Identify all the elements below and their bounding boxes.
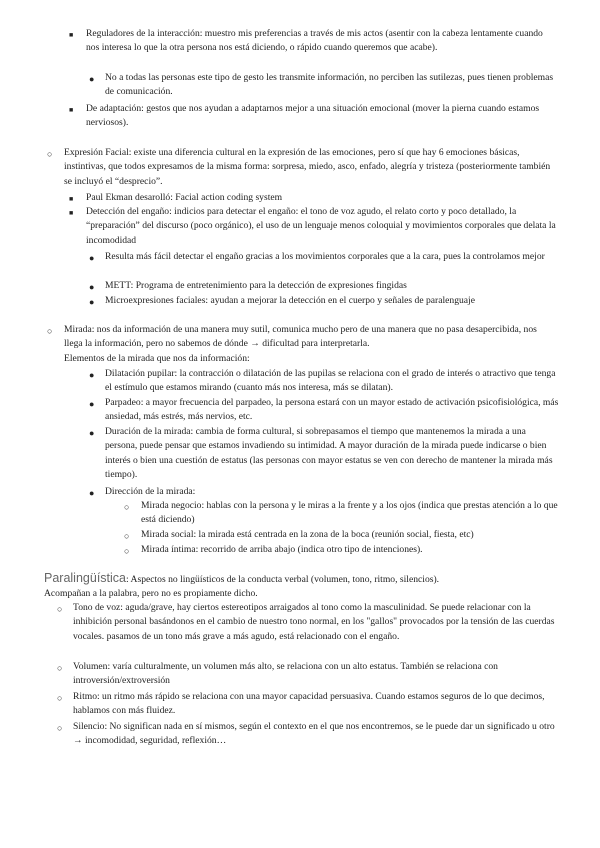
facial-bullet: Microexpresiones faciales: ayudan a mejorar la detección en el cuerpo y señales de paralenguaje (105, 295, 475, 306)
circle-bullet-icon: ○ (57, 663, 63, 673)
bullet-icon: ● (89, 370, 95, 380)
square-bullet-icon: ■ (69, 106, 74, 114)
mirada-bullet: Parpadeo: a mayor frecuencia del parpadeo, la persona estará con un mayor estado de activación psicofisiológica, más ansiedad, más estrés, más nervios, etc. (105, 397, 559, 423)
mirada-direccion-item: Mirada negocio: hablas con la persona y le miras a la frente y a los ojos (indica que prestas atención a lo que está diciendo) (141, 500, 558, 526)
mirada-direccion-item: Mirada social: la mirada está centrada en la zona de la boca (reunión social, fiesta, etc) (141, 529, 474, 540)
facial-bullet: Resulta más fácil detectar el engaño gracias a los movimientos corporales que a la cara, pues la controlamos mejor (105, 251, 545, 262)
bullet-icon: ● (89, 399, 95, 409)
mirada-bullet: Dilatación pupilar: la contracción o dilatación de las pupilas se relaciona con el grado de interés o atractivo que tenga el estímulo que estamos mirando (cuanto más nos interesa, más se dilatan). (105, 368, 556, 394)
square-bullet-icon: ■ (69, 31, 74, 39)
circle-bullet-icon: ○ (57, 723, 63, 733)
bullet-icon: ● (89, 282, 95, 292)
bullet-icon: ● (89, 488, 95, 498)
circle-bullet-icon: ○ (47, 149, 53, 159)
mirada-bullet: Dirección de la mirada: (105, 486, 196, 497)
paralinguistica-title: Paralingüística (44, 571, 126, 585)
engano-text: Detección del engaño: indicios para detectar el engaño: el tono de voz agudo, el relato corto y poco detallado, la “preparación” del discurso (poco orgánico), el uso de un lenguaje menos coloquial y movimientos corporales que delata la incomodidad (86, 206, 556, 246)
bullet-icon: ● (89, 74, 95, 84)
mirada-direccion-item: Mirada íntima: recorrido de arriba abajo (indica otro tipo de intenciones). (141, 544, 423, 555)
bullet-icon: ● (89, 428, 95, 438)
ekman-text: Paul Ekman desarolló: Facial action coding system (86, 192, 283, 203)
paralinguistica-item: Volumen: varía culturalmente, un volumen más alto, se relaciona con un alto estatus. También se relaciona con introversión/extroversión (73, 661, 498, 687)
paralinguistica-item: Silencio: No significan nada en sí mismos, según el contexto en el que nos encontremos, se le puede dar un significado u otro → incomodidad, seguridad, reflexión… (73, 721, 555, 747)
mirada-intro: Mirada: nos da información de una manera muy sutil, comunica mucho pero de una manera que no pasa desapercibida, nos llega la información, pero no sabemos de dónde → dificultad para interpretarla. (64, 324, 537, 350)
reguladores-note: No a todas las personas este tipo de gesto les transmite información, no perciben las sutilezas, pues tienen problemas de comunicación. (105, 72, 554, 98)
paralinguistica-definition: : Aspectos no lingüísticos de la conducta verbal (volumen, tono, ritmo, silencios). (126, 574, 440, 585)
mirada-bullet: Duración de la mirada: cambia de forma cultural, si sobrepasamos el tiempo que mantenemos la mirada a una persona, puede pensar que estamos invadiendo su intimidad. A mayor duración de la mirada puede indicarse o bien interés o bien una cuestión de estatus (las personas con mayor estatus se ven con derecho de mantener la mirada más tiempo). (105, 426, 553, 480)
bullet-icon: ● (89, 297, 95, 307)
reguladores-text: Reguladores de la interacción: muestro mis preferencias a través de mis actos (asentir con la cabeza lentamente cuando nos interesa lo que la otra persona nos está diciendo, o rápido cuando queremos que acabe). (86, 28, 543, 54)
facial-intro: Expresión Facial: existe una diferencia cultural en la expresión de las emociones, pero sí que hay 6 emociones básicas, instintivas, que todos expresamos de la misma forma: sorpresa, miedo, asco, enfado, alegría y tristeza (posteriormente también se incluyó el “desprecio”. (64, 147, 551, 187)
circle-bullet-icon: ○ (57, 693, 63, 703)
circle-bullet-icon: ○ (47, 326, 53, 336)
square-bullet-icon: ■ (69, 209, 74, 217)
paralinguistica-line2: Acompañan a la palabra, pero no es propiamente dicho. (44, 588, 258, 599)
circle-bullet-icon: ○ (124, 531, 130, 541)
circle-bullet-icon: ○ (124, 546, 130, 556)
paralinguistica-item: Tono de voz: aguda/grave, hay ciertos estereotipos arraigados al tono como la masculinidad. Se puede relacionar con la inhibición personal basándonos en el cambio de nuestro tono normal, en los "gallos" provocados por la tensión de las cuerdas vocales. pasamos de un tono más grave a más agudo, está relacionado con el engaño. (73, 602, 555, 642)
bullet-icon: ● (89, 253, 95, 263)
paralinguistica-heading (44, 571, 560, 587)
mirada-elementos: Elementos de la mirada que nos da información: (64, 353, 250, 364)
adaptacion-text: De adaptación: gestos que nos ayudan a adaptarnos mejor a una situación emocional (mover la pierna cuando estamos nerviosos). (86, 103, 540, 129)
facial-bullet: METT: Programa de entretenimiento para la detección de expresiones fingidas (105, 280, 407, 291)
circle-bullet-icon: ○ (124, 502, 130, 512)
square-bullet-icon: ■ (69, 195, 74, 203)
paralinguistica-item: Ritmo: un ritmo más rápido se relaciona con una mayor capacidad persuasiva. Cuando estamos seguros de lo que decimos, hablamos con más fluidez. (73, 691, 545, 717)
circle-bullet-icon: ○ (57, 604, 63, 614)
